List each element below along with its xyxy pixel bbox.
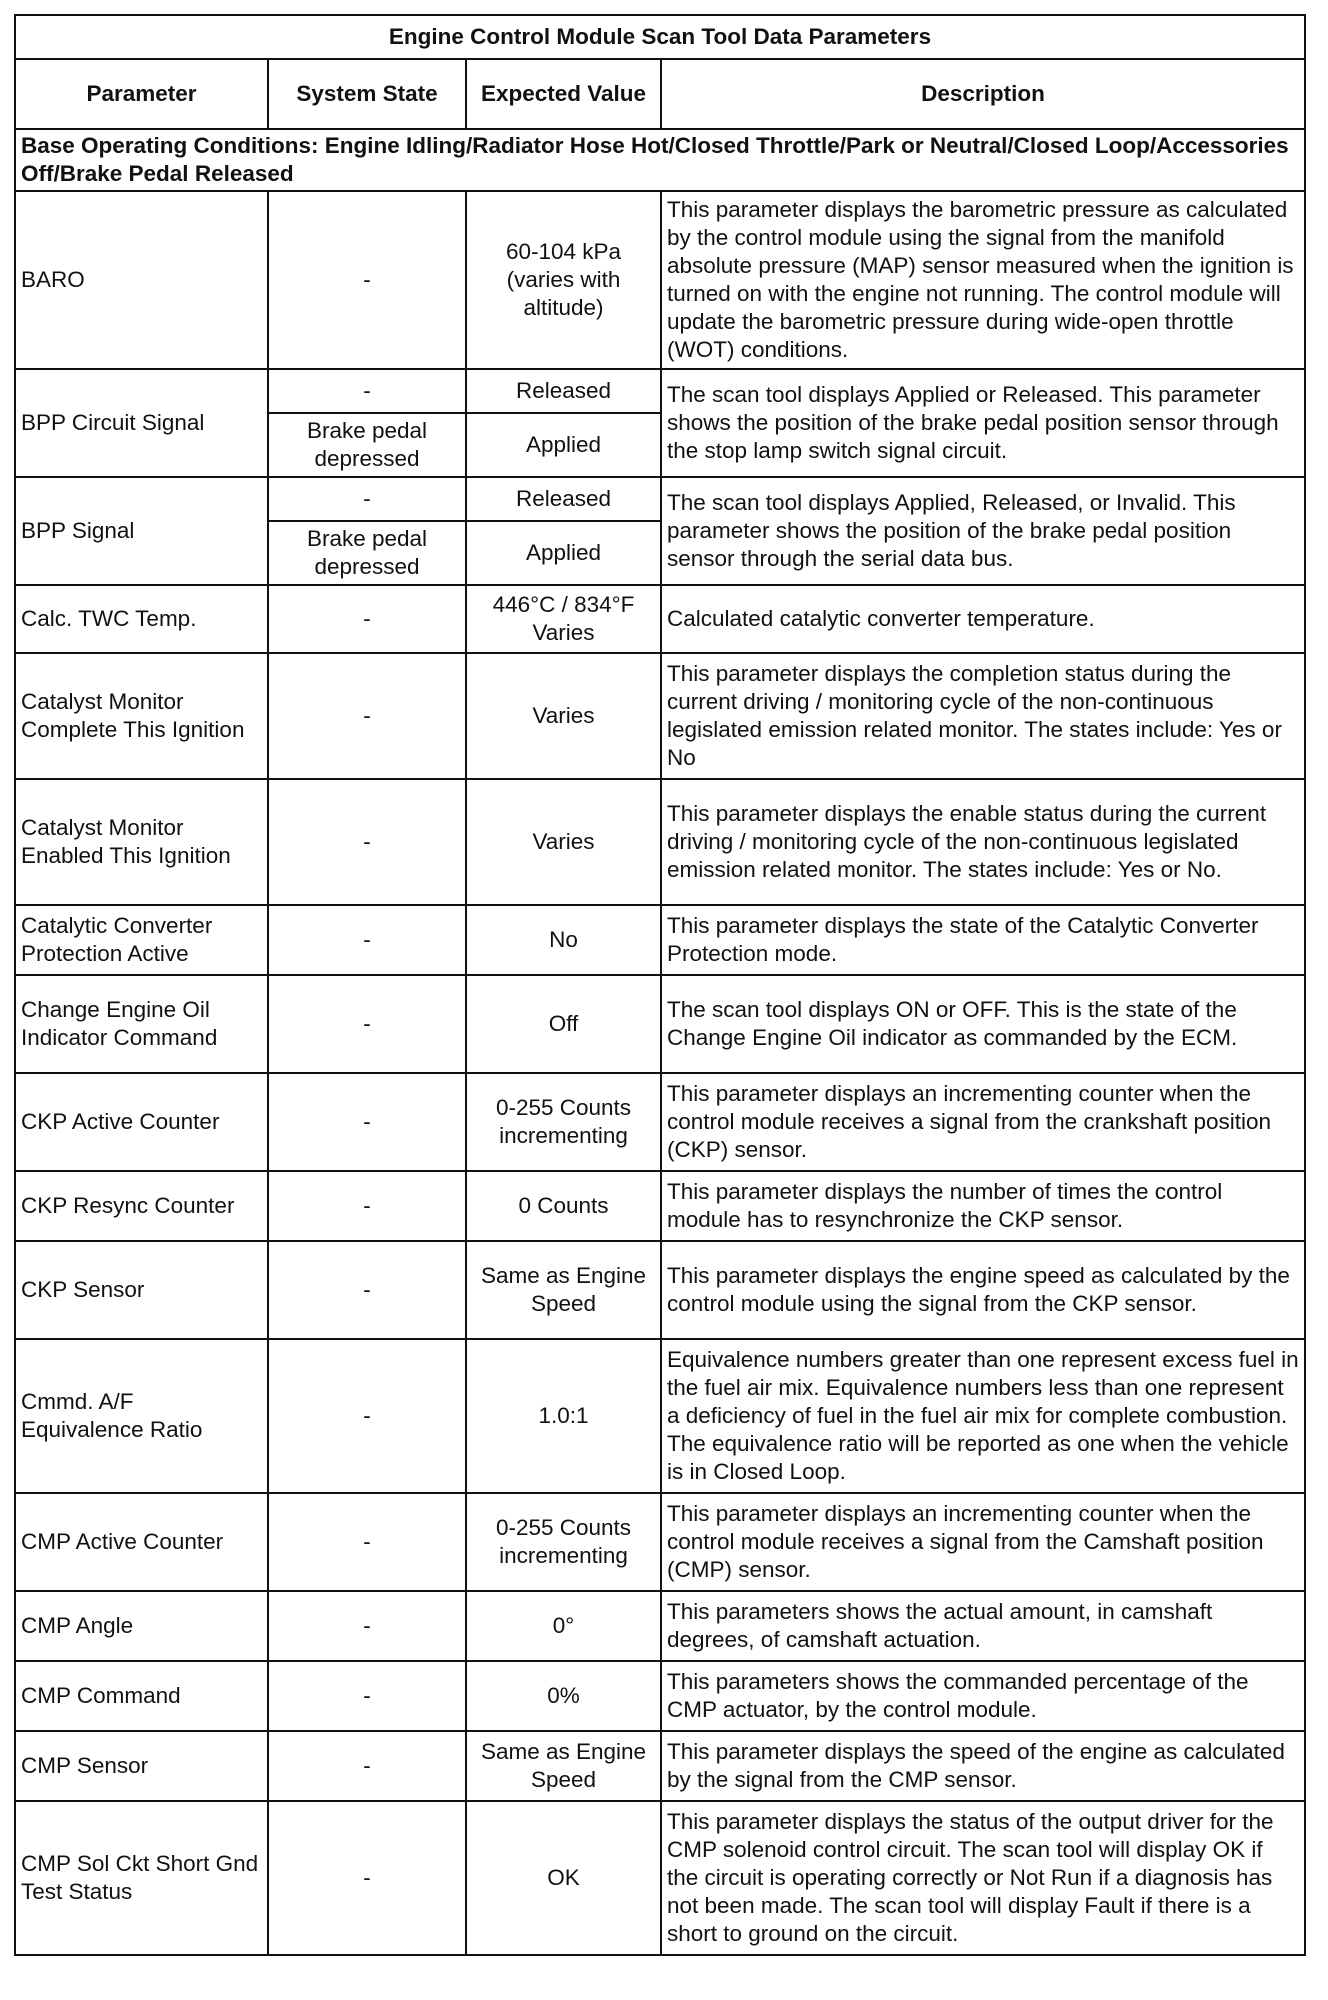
system-state-cell: - [268, 1241, 466, 1339]
description-cell: The scan tool displays Applied or Released. This parameter shows the position of the brake pedal position sensor through the stop lamp switch signal circuit. [661, 369, 1305, 477]
header-system-state: System State [268, 59, 466, 129]
table-row [15, 1241, 1305, 1339]
expected-value-cell: Same as Engine Speed [466, 1241, 661, 1339]
table-row [15, 1731, 1305, 1801]
header-expected-value: Expected Value [466, 59, 661, 129]
description-cell: This parameters shows the commanded percentage of the CMP actuator, by the control module. [661, 1661, 1305, 1731]
parameter-cell: Calc. TWC Temp. [15, 585, 268, 653]
table-row [15, 1171, 1305, 1241]
table-row [15, 1073, 1305, 1171]
system-state-cell: - [268, 1591, 466, 1661]
parameter-cell: CMP Sol Ckt Short Gnd Test Status [15, 1801, 268, 1955]
expected-value-cell: Applied [466, 521, 661, 585]
table-row [15, 653, 1305, 779]
expected-value-cell: 0° [466, 1591, 661, 1661]
system-state-cell: - [268, 975, 466, 1073]
expected-value-cell: 1.0:1 [466, 1339, 661, 1493]
expected-value-cell: 0-255 Counts incrementing [466, 1493, 661, 1591]
parameter-cell: CKP Sensor [15, 1241, 268, 1339]
expected-value-cell: Same as Engine Speed [466, 1731, 661, 1801]
system-state-cell: - [268, 477, 466, 521]
expected-value-cell: 0 Counts [466, 1171, 661, 1241]
table-row [15, 1339, 1305, 1493]
parameter-cell: Catalytic Converter Protection Active [15, 905, 268, 975]
expected-value-cell: Varies [466, 779, 661, 905]
header-row [15, 59, 1305, 129]
system-state-cell: - [268, 369, 466, 413]
title-row [15, 15, 1305, 59]
description-cell: This parameter displays the engine speed as calculated by the control module using the signal from the CKP sensor. [661, 1241, 1305, 1339]
table-row [15, 1661, 1305, 1731]
parameter-cell: Catalyst Monitor Complete This Ignition [15, 653, 268, 779]
table-row [15, 477, 1305, 521]
table-row [15, 585, 1305, 653]
system-state-cell: - [268, 585, 466, 653]
system-state-cell: - [268, 1731, 466, 1801]
description-cell: This parameters shows the actual amount, in camshaft degrees, of camshaft actuation. [661, 1591, 1305, 1661]
description-cell: The scan tool displays Applied, Released, or Invalid. This parameter shows the position of the brake pedal position sensor through the serial data bus. [661, 477, 1305, 585]
expected-value-cell: 60-104 kPa (varies with altitude) [466, 191, 661, 369]
description-cell: Equivalence numbers greater than one represent excess fuel in the fuel air mix. Equivalence numbers less than one represent a deficiency of fuel in the fuel air mix for complete combustion. The equivalence ratio will be reported as one when the vehicle is in Closed Loop. [661, 1339, 1305, 1493]
parameter-cell: CMP Angle [15, 1591, 268, 1661]
system-state-cell: - [268, 191, 466, 369]
parameter-cell: BPP Signal [15, 477, 268, 585]
table-row [15, 779, 1305, 905]
expected-value-cell: 446°C / 834°F Varies [466, 585, 661, 653]
system-state-cell: - [268, 653, 466, 779]
table-row [15, 905, 1305, 975]
expected-value-cell: OK [466, 1801, 661, 1955]
description-cell: This parameter displays an incrementing counter when the control module receives a signal from the Camshaft position (CMP) sensor. [661, 1493, 1305, 1591]
scan-tool-document [14, 14, 1304, 1956]
system-state-cell: - [268, 1073, 466, 1171]
parameter-cell: CMP Command [15, 1661, 268, 1731]
table-row [15, 975, 1305, 1073]
parameter-cell: Catalyst Monitor Enabled This Ignition [15, 779, 268, 905]
system-state-cell: - [268, 1493, 466, 1591]
expected-value-cell: Applied [466, 413, 661, 477]
system-state-cell: - [268, 1801, 466, 1955]
description-cell: Calculated catalytic converter temperature. [661, 585, 1305, 653]
description-cell: This parameter displays the status of the output driver for the CMP solenoid control circuit. The scan tool will display OK if the circuit is operating correctly or Not Run if a diagnosis has not been made. The scan tool will display Fault if there is a short to ground on the circuit. [661, 1801, 1305, 1955]
description-cell: This parameter displays the state of the Catalytic Converter Protection mode. [661, 905, 1305, 975]
system-state-cell: - [268, 1661, 466, 1731]
table-row [15, 191, 1305, 369]
description-cell: The scan tool displays ON or OFF. This is the state of the Change Engine Oil indicator as commanded by the ECM. [661, 975, 1305, 1073]
parameter-cell: CKP Active Counter [15, 1073, 268, 1171]
parameter-cell: CKP Resync Counter [15, 1171, 268, 1241]
expected-value-cell: No [466, 905, 661, 975]
description-cell: This parameter displays the number of times the control module has to resynchronize the CKP sensor. [661, 1171, 1305, 1241]
parameter-cell: BPP Circuit Signal [15, 369, 268, 477]
table-row [15, 369, 1305, 413]
parameter-cell: BARO [15, 191, 268, 369]
parameter-cell: CMP Sensor [15, 1731, 268, 1801]
description-cell: This parameter displays the speed of the engine as calculated by the signal from the CMP sensor. [661, 1731, 1305, 1801]
description-cell: This parameter displays the completion status during the current driving / monitoring cycle of the non-continuous legislated emission related monitor. The states include: Yes or No [661, 653, 1305, 779]
expected-value-cell: Off [466, 975, 661, 1073]
system-state-cell: - [268, 1171, 466, 1241]
system-state-cell: - [268, 779, 466, 905]
expected-value-cell: Released [466, 477, 661, 521]
expected-value-cell: Varies [466, 653, 661, 779]
expected-value-cell: Released [466, 369, 661, 413]
system-state-cell: - [268, 1339, 466, 1493]
conditions-row [15, 129, 1305, 191]
base-operating-conditions: Base Operating Conditions: Engine Idling/Radiator Hose Hot/Closed Throttle/Park or Neutral/Closed Loop/Accessories Off/Brake Pedal Released [15, 129, 1305, 191]
system-state-cell: Brake pedal depressed [268, 521, 466, 585]
header-parameter: Parameter [15, 59, 268, 129]
description-cell: This parameter displays the barometric pressure as calculated by the control module using the signal from the manifold absolute pressure (MAP) sensor measured when the ignition is turned on with the engine not running. The control module will update the barometric pressure during wide-open throttle (WOT) conditions. [661, 191, 1305, 369]
parameter-cell: CMP Active Counter [15, 1493, 268, 1591]
table-row [15, 1591, 1305, 1661]
parameter-cell: Cmmd. A/F Equivalence Ratio [15, 1339, 268, 1493]
expected-value-cell: 0% [466, 1661, 661, 1731]
system-state-cell: Brake pedal depressed [268, 413, 466, 477]
table-row [15, 1493, 1305, 1591]
description-cell: This parameter displays the enable status during the current driving / monitoring cycle of the non-continuous legislated emission related monitor. The states include: Yes or No. [661, 779, 1305, 905]
table-row [15, 1801, 1305, 1955]
table-title: Engine Control Module Scan Tool Data Parameters [15, 15, 1305, 59]
parameter-cell: Change Engine Oil Indicator Command [15, 975, 268, 1073]
description-cell: This parameter displays an incrementing counter when the control module receives a signal from the crankshaft position (CKP) sensor. [661, 1073, 1305, 1171]
header-description: Description [661, 59, 1305, 129]
scan-tool-data-table [14, 14, 1306, 1956]
system-state-cell: - [268, 905, 466, 975]
expected-value-cell: 0-255 Counts incrementing [466, 1073, 661, 1171]
